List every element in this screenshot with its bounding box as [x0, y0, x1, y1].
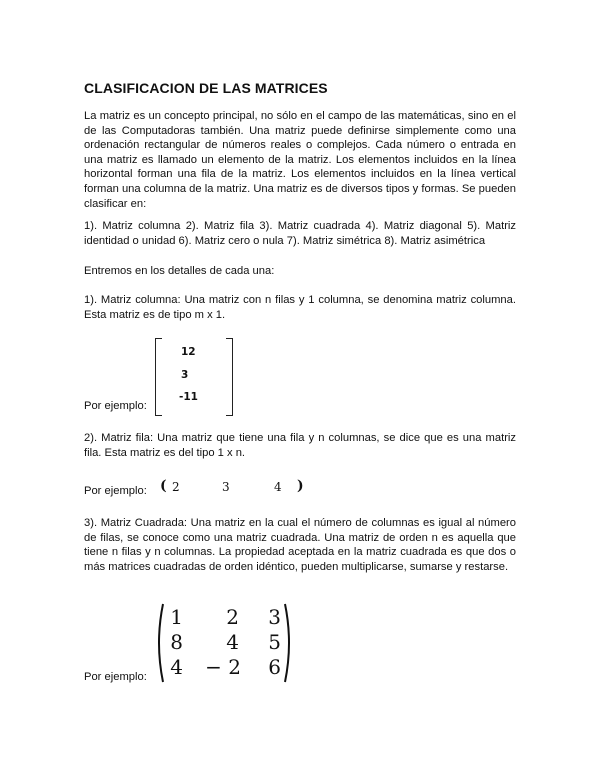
- matrix-cell: 3: [181, 369, 189, 381]
- square-matrix-example: [153, 603, 295, 683]
- matrix-cell: 8: [170, 630, 183, 654]
- matrix-cell: 2: [226, 605, 239, 629]
- section-row-matrix: 2). Matriz fila: Una matriz que tiene una fila y n columnas, se dice que es una matriz fila. Esta matriz es del tipo 1 x n.: [84, 432, 516, 459]
- example-label-1: Por ejemplo:: [84, 400, 147, 412]
- intro-paragraph: La matriz es un concepto principal, no sólo en el campo de las matemáticas, sino en el de las Computadoras también. Una matriz puede definirse simplemente como una ordenación rectangular de números reales o complejos. Cada número o entrada en una matriz es llamado un elemento de la matriz. Los elementos incluidos en la línea horizontal forman una fila de la matriz. Los elementos incluidos en la línea vertical forman una columna de la matriz. Una matriz es de diversos tipos y formas. Se pueden clasificar en:: [84, 110, 516, 210]
- column-matrix-example: [155, 338, 233, 414]
- matrix-cell: 3: [222, 480, 230, 494]
- section-column-matrix: 1). Matriz columna: Una matriz con n filas y 1 columna, se denomina matriz columna. Esta matriz es de tipo m x 1.: [84, 294, 516, 321]
- page-title: CLASIFICACION DE LAS MATRICES: [84, 80, 328, 96]
- matrix-cell: 6: [268, 655, 281, 679]
- left-paren: (: [160, 478, 167, 494]
- matrix-cell: 2: [172, 480, 180, 494]
- right-paren: ): [297, 478, 304, 494]
- row-matrix-example: [160, 480, 305, 496]
- matrix-cell: 5: [268, 630, 281, 654]
- right-paren: [283, 603, 295, 683]
- matrix-cell: 3: [268, 605, 281, 629]
- details-intro-paragraph: Entremos en los detalles de cada una:: [84, 265, 275, 277]
- left-bracket: [155, 338, 162, 416]
- section-square-matrix: 3). Matriz Cuadrada: Una matriz en la cual el número de columnas es igual al número de filas, se conoce como una matriz cuadrada. Una matriz de orden n es aquella que tiene n filas y n columnas. La propiedad aceptada en la matriz cuadrada es que dos o más matrices cuadradas de orden idéntico, pueden multiplicarse, sumarse y restarse.: [84, 517, 516, 573]
- matrix-cell: 1: [170, 605, 183, 629]
- example-label-3: Por ejemplo:: [84, 671, 147, 683]
- matrix-cell: 12: [181, 346, 196, 358]
- matrix-cell: 4: [170, 655, 183, 679]
- example-label-2: Por ejemplo:: [84, 485, 147, 497]
- matrix-cell: 4: [274, 480, 282, 494]
- matrix-cell: − 2: [205, 655, 241, 679]
- types-list-paragraph: 1). Matriz columna 2). Matriz fila 3). Matriz cuadrada 4). Matriz diagonal 5). Matriz identidad o unidad 6). Matriz cero o nula 7). Matriz simétrica 8). Matriz asimétrica: [84, 220, 516, 247]
- matrix-cell: -11: [179, 391, 198, 403]
- matrix-cell: 4: [226, 630, 239, 654]
- right-bracket: [226, 338, 233, 416]
